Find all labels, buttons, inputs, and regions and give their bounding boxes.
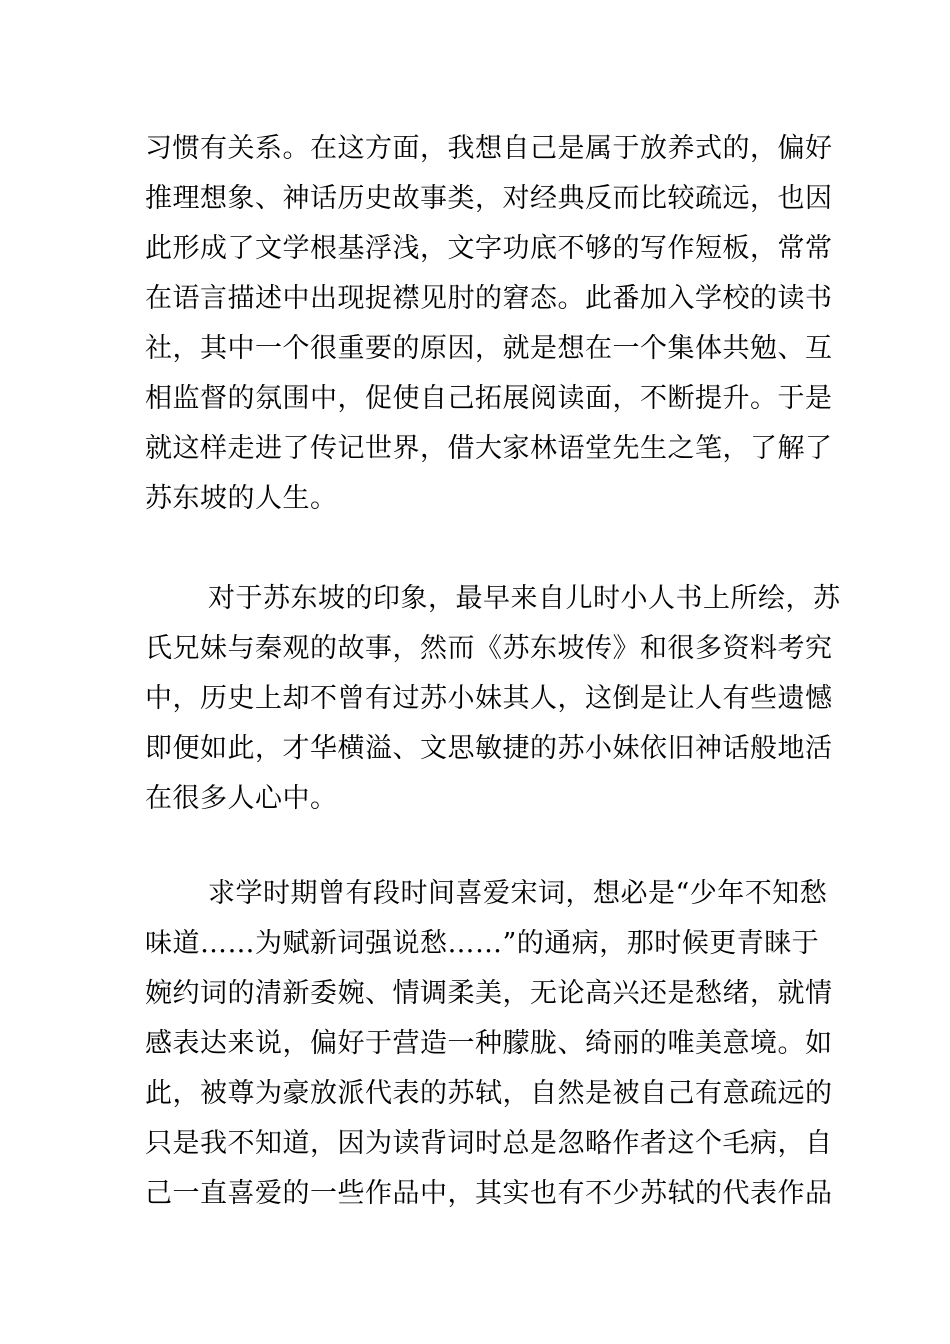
text-line: 在很多人心中。 — [145, 783, 338, 814]
text-line-first: 求学时期曾有段时间喜爱宋词，想必是“少年不知愁 — [208, 878, 828, 909]
text-line: 氏兄妹与秦观的故事，然而《苏东坡传》和很多资料考究 — [145, 633, 833, 664]
text-line: 此，被尊为豪放派代表的苏轼，自然是被自己有意疏远的 — [145, 1078, 833, 1109]
text-line: 中，历史上却不曾有过苏小妹其人，这倒是让人有些遗憾 — [145, 683, 833, 714]
text-line: 味道……为赋新词强说愁……”的通病，那时候更青睐于 — [145, 928, 820, 959]
text-line: 己一直喜爱的一些作品中，其实也有不少苏轼的代表作品 — [145, 1178, 833, 1209]
text-line: 社，其中一个很重要的原因，就是想在一个集体共勉、互 — [145, 333, 833, 364]
text-line: 推理想象、神话历史故事类，对经典反而比较疏远，也因 — [145, 183, 833, 214]
text-line-first: 对于苏东坡的印象，最早来自儿时小人书上所绘，苏 — [208, 583, 841, 614]
text-line: 相监督的氛围中，促使自己拓展阅读面，不断提升。于是 — [145, 383, 833, 414]
text-line: 婉约词的清新委婉、情调柔美，无论高兴还是愁绪，就情 — [145, 978, 833, 1009]
text-line: 苏东坡的人生。 — [145, 483, 338, 514]
text-line: 即便如此，才华横溢、文思敏捷的苏小妹依旧神话般地活 — [145, 733, 833, 764]
paragraph-3 — [145, 869, 833, 1219]
text-line: 习惯有关系。在这方面，我想自己是属于放养式的，偏好 — [145, 133, 833, 164]
paragraph-2 — [145, 574, 841, 824]
text-line: 此形成了文学根基浮浅，文字功底不够的写作短板，常常 — [145, 233, 833, 264]
text-line: 感表达来说，偏好于营造一种朦胧、绮丽的唯美意境。如 — [145, 1028, 833, 1059]
text-line: 就这样走进了传记世界，借大家林语堂先生之笔，了解了 — [145, 433, 833, 464]
text-line: 只是我不知道，因为读背词时总是忽略作者这个毛病，自 — [145, 1128, 833, 1159]
text-line: 在语言描述中出现捉襟见肘的窘态。此番加入学校的读书 — [145, 283, 833, 314]
paragraph-1 — [145, 124, 833, 524]
